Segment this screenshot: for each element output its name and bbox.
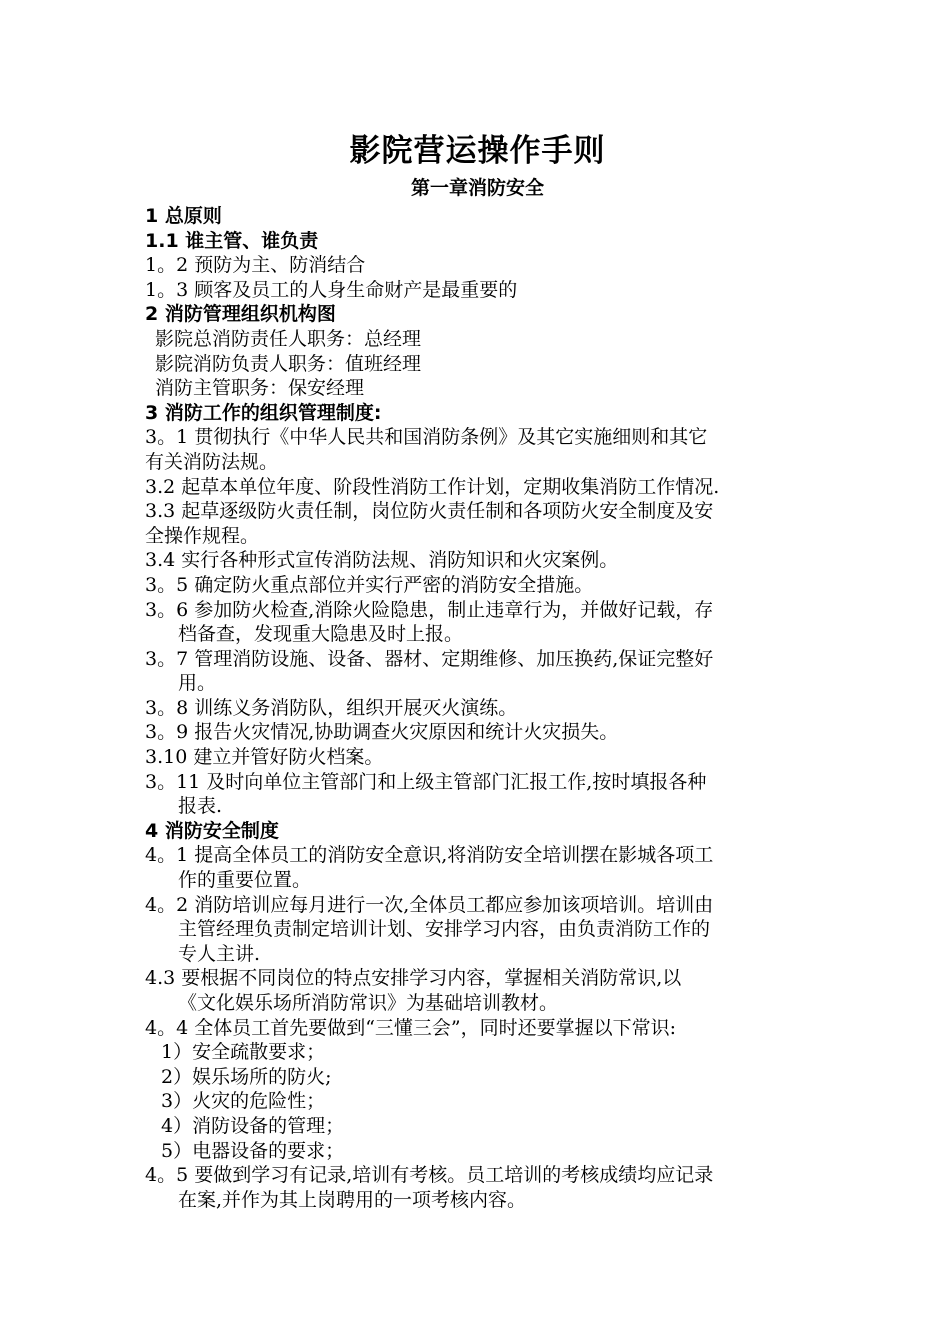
section-heading: 1 总原则: [145, 205, 222, 227]
text-line: 消防主管职务：保安经理: [155, 377, 365, 400]
document-body: [145, 128, 810, 1212]
chapter-heading: 第一章消防安全: [410, 177, 544, 199]
section-heading: 1.1 谁主管、谁负责: [145, 229, 319, 252]
text-line: 4）消防设备的管理；: [161, 1114, 345, 1137]
section-heading: 4 消防安全制度: [145, 819, 279, 842]
text-line: 1）安全疏散要求；: [161, 1041, 326, 1064]
text-line: 3.3 起草逐级防火责任制，岗位防火责任制和各项防火安全制度及安: [145, 500, 714, 523]
text-line: 4。2 消防培训应每月进行一次,全体员工都应参加该项培训。培训由: [145, 893, 714, 916]
document-title: 影院营运操作手则: [349, 133, 606, 169]
text-line: 4。4 全体员工首先要做到“三懂三会”，同时还要掌握以下常识:: [145, 1016, 677, 1039]
text-line: 3。1 贯彻执行《中华人民共和国消防条例》及其它实施细则和其它: [145, 426, 708, 449]
text-line: 影院消防负责人职务：值班经理: [155, 352, 422, 375]
text-line: 1。3 顾客及员工的人身生命财产是最重要的: [145, 278, 518, 301]
text-line: 1。2 预防为主、防消结合: [145, 254, 366, 277]
text-line: 3。11 及时向单位主管部门和上级主管部门汇报工作,按时填报各种: [145, 770, 707, 793]
text-line: 3.10 建立并管好防火档案。: [145, 746, 384, 769]
text-line: 3。6 参加防火检查,消除火险隐患，制止违章行为，并做好记载，存: [145, 598, 714, 621]
text-line: 《文化娱乐场所消防常识》为基础培训教材。: [178, 992, 559, 1014]
text-line: 有关消防法规。: [145, 450, 279, 473]
text-line: 在案,并作为其上岗聘用的一项考核内容。: [178, 1188, 527, 1211]
text-line: 作的重要位置。: [178, 869, 312, 892]
text-line: 3。8 训练义务消防队，组织开展灭火演练。: [145, 696, 518, 719]
text-line: 2）娱乐场所的防火;: [161, 1065, 332, 1088]
text-line: 5）电器设备的要求；: [161, 1139, 345, 1162]
text-line: 主管经理负责制定培训计划、安排学习内容，由负责消防工作的: [178, 918, 711, 941]
text-line: 4。1 提高全体员工的消防安全意识,将消防安全培训摆在影城各项工: [145, 844, 714, 867]
text-line: 3.2 起草本单位年度、阶段性消防工作计划，定期收集消防工作情况.: [145, 475, 720, 498]
text-line: 影院总消防责任人职务：总经理: [155, 327, 422, 350]
text-line: 3。7 管理消防设施、设备、器材、定期维修、加压换药,保证完整好: [145, 647, 714, 670]
text-line: 专人主讲.: [178, 942, 261, 965]
text-line: 4.3 要根据不同岗位的特点安排学习内容，掌握相关消防常识,以: [145, 967, 682, 990]
section-heading: 3 消防工作的组织管理制度:: [145, 401, 382, 424]
text-line: 3）火灾的危险性；: [161, 1090, 326, 1113]
text-line: 3。9 报告火灾情况,协助调查火灾原因和统计火灾损失。: [145, 721, 619, 744]
text-line: 全操作规程。: [145, 524, 260, 547]
text-line: 3.4 实行各种形式宣传消防法规、消防知识和火灾案例。: [145, 549, 619, 572]
text-line: 3。5 确定防火重点部位并实行严密的消防安全措施。: [145, 573, 594, 596]
document-text: [145, 204, 810, 1212]
text-line: 4。5 要做到学习有记录,培训有考核。员工培训的考核成绩均应记录: [145, 1164, 714, 1187]
section-heading: 2 消防管理组织机构图: [145, 303, 336, 326]
text-line: 用。: [178, 672, 217, 695]
text-line: 报表.: [178, 795, 223, 818]
text-line: 档备查，发现重大隐患及时上报。: [178, 623, 464, 646]
